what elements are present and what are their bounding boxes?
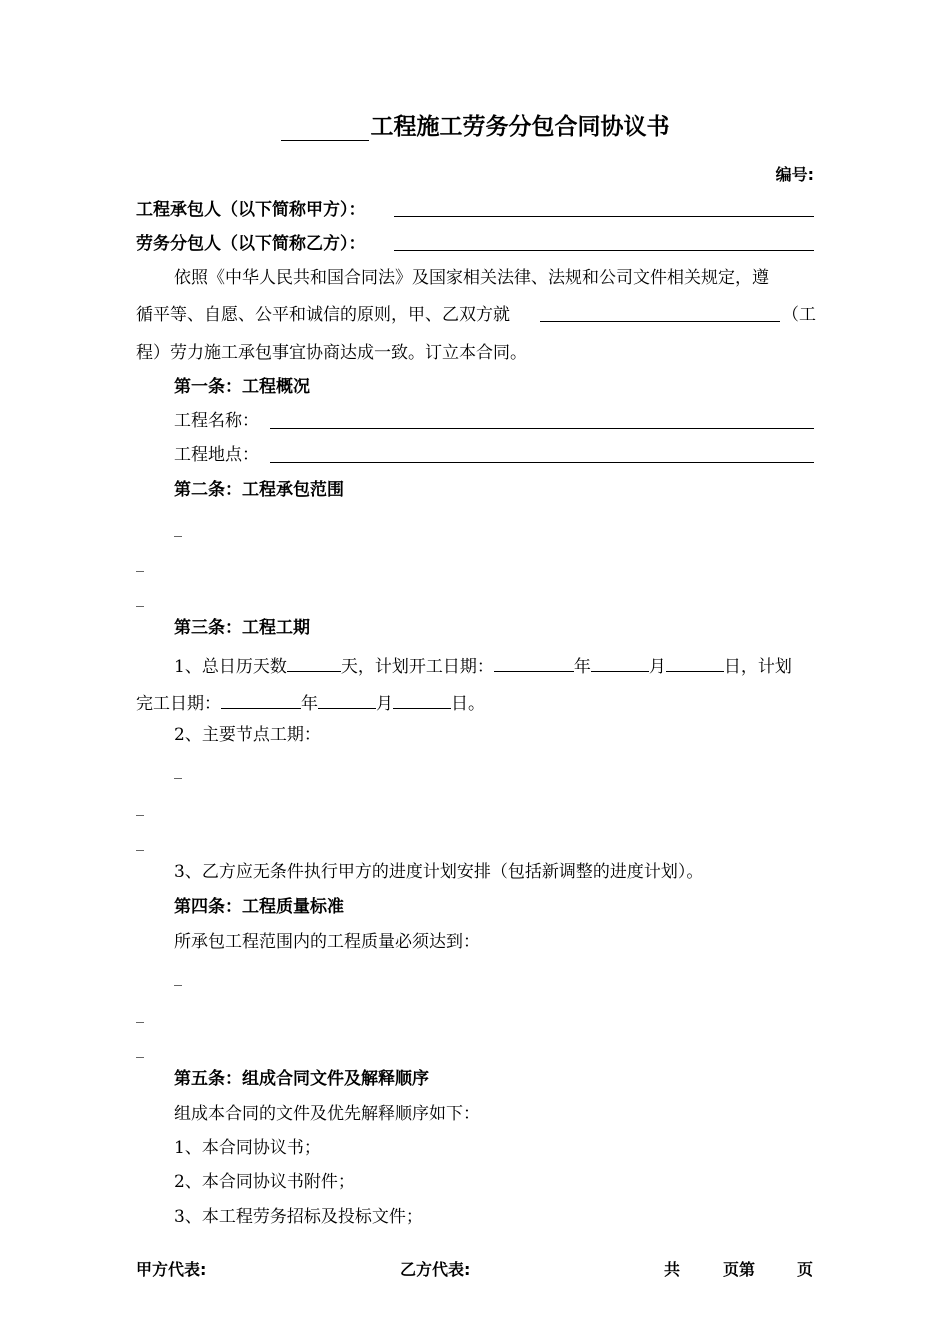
milestone-dash-2[interactable]: _ (136, 797, 144, 816)
start-month-field[interactable] (591, 651, 649, 672)
party-a-field[interactable] (394, 216, 814, 217)
quality-dash-3[interactable]: _ (136, 1039, 144, 1058)
schedule-line-2 (136, 688, 485, 716)
start-day-label: 日，计划 (723, 657, 792, 677)
article-5-heading: 第五条：组成合同文件及解释顺序 (174, 1069, 429, 1089)
intro-line-2-b: （工 (782, 305, 816, 325)
page-total-label: 共 (664, 1260, 681, 1279)
quality-dash-2[interactable]: _ (136, 1004, 144, 1023)
party-b-representative-label: 乙方代表: (400, 1260, 471, 1279)
document-title (0, 108, 950, 141)
scope-dash-2[interactable]: _ (136, 553, 144, 572)
project-location-field[interactable] (270, 462, 814, 463)
intro-line-3: 程）劳力施工承包事宜协商达成一致。订立本合同。 (136, 343, 527, 363)
end-day-field[interactable] (393, 688, 451, 709)
party-a-label: 工程承包人（以下简称甲方）： (136, 200, 366, 220)
party-b-label: 劳务分包人（以下简称乙方）： (136, 234, 366, 254)
project-name-label: 工程名称： (174, 411, 259, 431)
milestone-label: 2、主要节点工期： (174, 725, 321, 745)
project-name-blank[interactable] (540, 321, 780, 322)
end-day-label: 日。 (451, 694, 485, 714)
intro-line-2-a: 循平等、自愿、公平和诚信的原则，甲、乙双方就 (136, 305, 510, 325)
title-blank[interactable] (281, 118, 369, 141)
end-year-label: 年 (301, 694, 318, 714)
total-days-label: 1、总日历天数 (174, 657, 287, 677)
scope-dash-3[interactable]: _ (136, 588, 144, 607)
document-item-1: 1、本合同协议书； (174, 1138, 321, 1158)
article-1-heading: 第一条：工程概况 (174, 377, 310, 397)
serial-number-label: 编号: (775, 165, 814, 184)
documents-intro: 组成本合同的文件及优先解释顺序如下： (174, 1104, 480, 1124)
document-item-2: 2、本合同协议书附件； (174, 1172, 355, 1192)
page-of-label: 页第 (723, 1260, 756, 1279)
scope-dash-1[interactable]: _ (174, 518, 182, 537)
end-month-field[interactable] (318, 688, 376, 709)
project-name-field[interactable] (270, 428, 814, 429)
start-day-field[interactable] (666, 651, 724, 672)
start-year-label: 年 (573, 657, 591, 677)
start-date-label: 天，计划开工日期： (340, 657, 494, 677)
milestone-dash-3[interactable]: _ (136, 832, 144, 851)
intro-line-1: 依照《中华人民共和国合同法》及国家相关法律、法规和公司文件相关规定，遵 (174, 268, 769, 288)
page-label: 页 (797, 1260, 814, 1279)
total-days-field[interactable] (287, 651, 341, 672)
title-text: 工程施工劳务分包合同协议书 (370, 114, 670, 140)
project-location-label: 工程地点： (174, 445, 259, 465)
start-year-field[interactable] (494, 651, 574, 672)
quality-standard-text: 所承包工程范围内的工程质量必须达到： (174, 932, 480, 952)
schedule-line-1 (174, 651, 792, 679)
party-b-field[interactable] (394, 250, 814, 251)
article-4-heading: 第四条：工程质量标准 (174, 897, 344, 917)
end-month-label: 月 (376, 694, 393, 714)
end-year-field[interactable] (221, 688, 301, 709)
start-month-label: 月 (648, 657, 666, 677)
end-date-label: 完工日期： (136, 694, 221, 714)
intro-line-2 (136, 303, 814, 327)
article-2-heading: 第二条：工程承包范围 (174, 480, 344, 500)
article-3-heading: 第三条：工程工期 (174, 618, 310, 638)
party-a-representative-label: 甲方代表: (136, 1260, 207, 1279)
quality-dash-1[interactable]: _ (174, 967, 182, 986)
schedule-compliance: 3、乙方应无条件执行甲方的进度计划安排（包括新调整的进度计划）。 (174, 862, 704, 882)
milestone-dash-1[interactable]: _ (174, 760, 182, 779)
document-item-3: 3、本工程劳务招标及投标文件； (174, 1207, 423, 1227)
